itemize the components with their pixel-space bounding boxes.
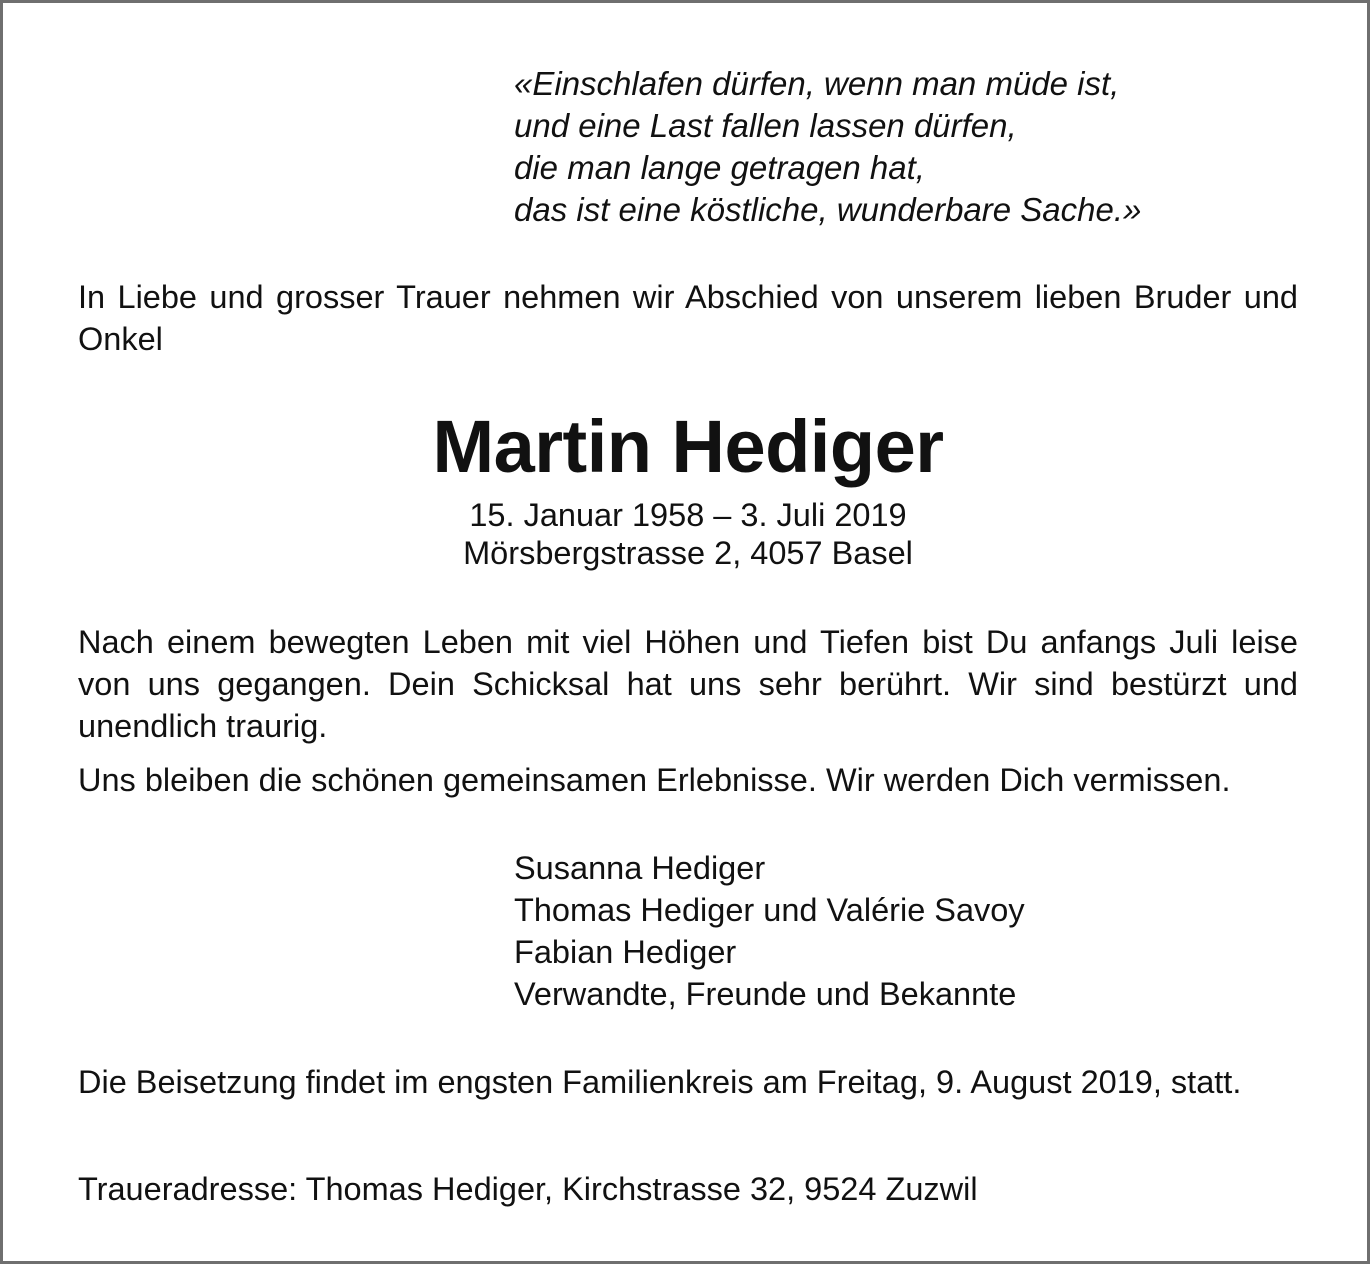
body-paragraph-1: Nach einem bewegten Leben mit viel Höhen und Tiefen bist Du anfangs Juli leise von uns gegangen. Dein Schicksal hat uns sehr berührt. Wir sind bestürzt und unendlich traurig.	[78, 624, 1298, 744]
signer-name: Verwandte, Freunde und Bekannte	[514, 976, 1017, 1012]
quote-block	[514, 63, 1141, 231]
deceased-name: Martin Hediger	[432, 405, 944, 488]
life-dates: 15. Januar 1958 – 3. Juli 2019	[469, 497, 907, 533]
quote-line: «Einschlafen dürfen, wenn man müde ist,	[514, 65, 1120, 102]
body-paragraph-2: Uns bleiben die schönen gemeinsamen Erlebnisse. Wir werden Dich vermissen.	[78, 762, 1231, 798]
signer-name: Susanna Hediger	[514, 850, 766, 886]
signer-name: Fabian Hediger	[514, 934, 737, 970]
mourning-address: Traueradresse: Thomas Hediger, Kirchstrasse 32, 9524 Zuzwil	[78, 1171, 978, 1207]
quote-line: und eine Last fallen lassen dürfen,	[514, 107, 1017, 144]
burial-notice: Die Beisetzung findet im engsten Familienkreis am Freitag, 9. August 2019, statt.	[78, 1064, 1242, 1100]
quote-line: die man lange getragen hat,	[514, 149, 925, 186]
intro-text: In Liebe und grosser Trauer nehmen wir Abschied von unserem lieben Bruder und Onkel	[78, 279, 1298, 357]
deceased-address: Mörsbergstrasse 2, 4057 Basel	[463, 535, 913, 571]
signer-name: Thomas Hediger und Valérie Savoy	[514, 892, 1025, 928]
quote-line: das ist eine köstliche, wunderbare Sache.»	[514, 191, 1142, 228]
signers-list	[514, 847, 1025, 1015]
